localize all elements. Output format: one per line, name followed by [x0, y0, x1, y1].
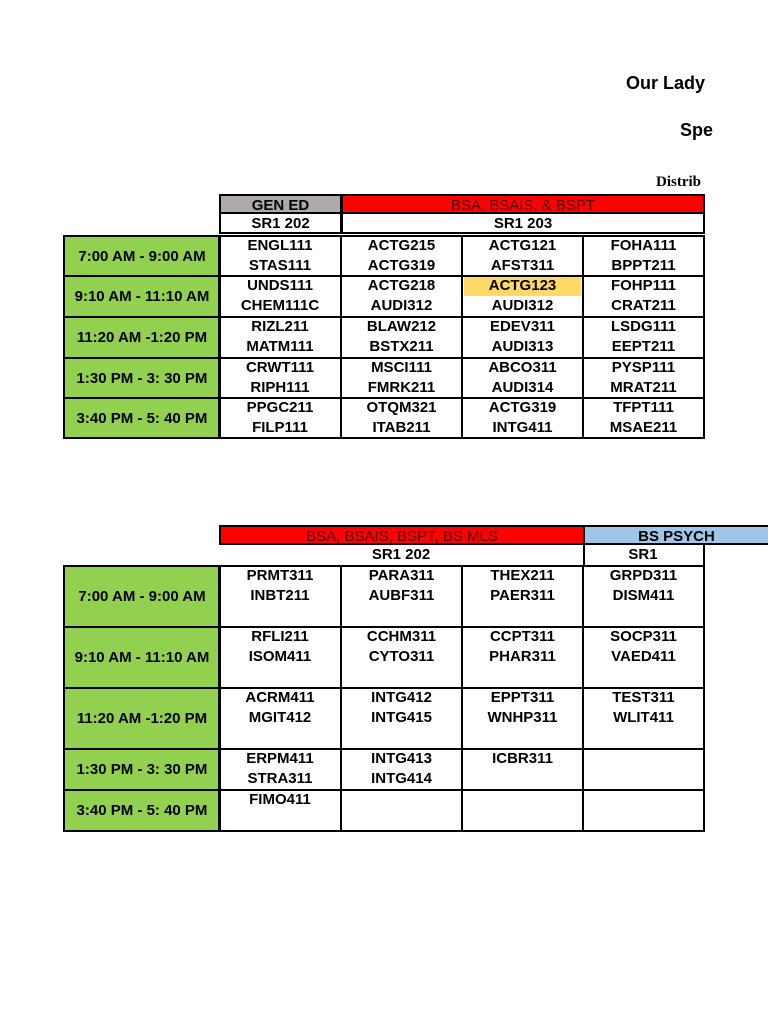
- grid-line: [582, 565, 584, 831]
- course-cell: [583, 749, 704, 789]
- page-subtitle: Spe: [680, 120, 714, 140]
- course-cell: [583, 688, 704, 748]
- course-code: AUBF311: [368, 587, 435, 604]
- course-cell: [219, 317, 341, 357]
- course-code: MSAE211: [609, 419, 678, 436]
- course-code: ABCO311: [488, 359, 557, 376]
- course-cell: [462, 566, 583, 626]
- course-code: FIMO411: [249, 791, 311, 808]
- grid-line: [340, 565, 342, 831]
- course-code: AFST311: [490, 257, 555, 274]
- course-cell: [219, 358, 341, 397]
- course-code: BPPT211: [611, 257, 676, 274]
- course-cell: [341, 317, 462, 357]
- course-cell: [219, 398, 341, 437]
- course-cell: [583, 276, 704, 316]
- course-code: RIZL211: [251, 318, 309, 335]
- course-code: OTQM321: [366, 399, 437, 416]
- course-code: WLIT411: [613, 709, 674, 726]
- grid-line: [218, 565, 220, 831]
- course-code: CCHM311: [366, 628, 437, 645]
- course-cell: [341, 790, 462, 830]
- course-code: CCPT311: [489, 628, 556, 645]
- course-cell: [219, 749, 341, 789]
- course-code: AUDI314: [491, 379, 554, 396]
- course-code: EPPT311: [490, 689, 555, 706]
- course-code: THEX211: [490, 567, 555, 584]
- grid-line: [218, 235, 220, 438]
- time-slot: 1:30 PM - 3: 30 PM: [63, 748, 221, 791]
- course-code: PAER311: [490, 587, 555, 604]
- course-code: MSCI111: [371, 359, 432, 376]
- grid-line: [703, 565, 705, 831]
- course-code: STRA311: [247, 770, 313, 787]
- course-code: ISOM411: [248, 648, 312, 665]
- course-code: ACTG319: [488, 399, 557, 416]
- course-code: BSTX211: [369, 338, 434, 355]
- grid-line: [219, 275, 705, 277]
- course-cell: [462, 688, 583, 748]
- course-code: ACTG218: [367, 277, 436, 294]
- course-cell: [462, 358, 583, 397]
- course-cell: [219, 276, 341, 316]
- group-header-bsa: BSA, BSAIS, & BSPT: [341, 194, 705, 214]
- grid-line: [219, 357, 705, 359]
- course-cell: [583, 790, 704, 830]
- course-code: AUDI313: [491, 338, 554, 355]
- page-caption: Distrib: [656, 174, 701, 190]
- course-code: GRPD311: [609, 567, 678, 584]
- course-cell: [462, 790, 583, 830]
- course-code: AUDI312: [370, 297, 433, 314]
- course-cell: [219, 236, 341, 275]
- course-cell: [583, 358, 704, 397]
- page-title: Our Lady: [626, 73, 706, 93]
- course-cell: [462, 627, 583, 687]
- course-code: EEPT211: [611, 338, 676, 355]
- course-code: CYTO311: [368, 648, 435, 665]
- grid-line: [340, 235, 342, 438]
- course-code: PRMT311: [246, 567, 314, 584]
- group-header-bsa-mls: BSA, BSAIS, BSPT, BS MLS: [219, 525, 585, 545]
- course-code: INTG413: [371, 750, 432, 767]
- grid-line: [219, 437, 705, 439]
- room-label-bsa-mls: SR1 202: [219, 545, 585, 565]
- course-cell: [341, 688, 462, 748]
- course-code: ACTG319: [367, 257, 436, 274]
- course-code: EDEV311: [489, 318, 556, 335]
- course-code: CRAT211: [611, 297, 676, 314]
- course-cell: [219, 790, 341, 830]
- room-label-gened: SR1 202: [219, 214, 342, 234]
- time-slot: 3:40 PM - 5: 40 PM: [63, 789, 221, 832]
- course-code: AUDI312: [491, 297, 554, 314]
- grid-line: [461, 565, 463, 831]
- course-cell: [462, 276, 583, 316]
- course-code: UNDS111: [247, 277, 313, 294]
- course-code: PHAR311: [489, 648, 556, 665]
- course-cell: [341, 566, 462, 626]
- course-code: ACTG123: [464, 276, 581, 296]
- course-code: ACRM411: [245, 689, 315, 706]
- time-slot: 9:10 AM - 11:10 AM: [63, 626, 221, 689]
- course-code: VAED411: [611, 648, 676, 665]
- course-code: MATM111: [246, 338, 314, 355]
- course-code: PPGC211: [246, 399, 314, 416]
- grid-line: [703, 235, 705, 438]
- course-code: ACTG215: [367, 237, 436, 254]
- course-cell: [341, 276, 462, 316]
- course-cell: [583, 236, 704, 275]
- course-code: SOCP311: [610, 628, 677, 645]
- grid-line: [219, 687, 705, 689]
- course-code: FOHA111: [610, 237, 677, 254]
- course-code: INTG411: [492, 419, 553, 436]
- grid-line: [219, 397, 705, 399]
- course-code: BLAW212: [366, 318, 437, 335]
- time-slot: 9:10 AM - 11:10 AM: [63, 275, 221, 318]
- time-slot: 11:20 AM -1:20 PM: [63, 316, 221, 359]
- course-code: ERPM411: [246, 750, 314, 767]
- course-cell: [462, 236, 583, 275]
- course-code: ICBR311: [492, 750, 553, 767]
- course-code: WNHP311: [487, 709, 558, 726]
- course-cell: [462, 317, 583, 357]
- grid-line: [219, 626, 705, 628]
- time-slot: 11:20 AM -1:20 PM: [63, 687, 221, 750]
- course-code: TEST311: [612, 689, 675, 706]
- grid-line: [219, 316, 705, 318]
- course-cell: [341, 398, 462, 437]
- course-cell: [341, 749, 462, 789]
- grid-line: [219, 830, 705, 832]
- course-cell: [462, 749, 583, 789]
- course-cell: [583, 566, 704, 626]
- time-slot: 3:40 PM - 5: 40 PM: [63, 397, 221, 439]
- time-slot: 7:00 AM - 9:00 AM: [63, 565, 221, 628]
- course-cell: [583, 398, 704, 437]
- course-cell: [583, 627, 704, 687]
- course-code: FMRK211: [367, 379, 436, 396]
- course-code: DISM411: [612, 587, 675, 604]
- time-slot: 7:00 AM - 9:00 AM: [63, 235, 221, 277]
- course-code: INBT211: [250, 587, 310, 604]
- course-code: RIPH111: [250, 379, 310, 396]
- course-cell: [462, 398, 583, 437]
- course-code: CRWT111: [245, 359, 315, 376]
- room-label-bs-psych: SR1: [583, 545, 705, 565]
- grid-line: [582, 235, 584, 438]
- course-code: MGIT412: [248, 709, 312, 726]
- course-cell: [219, 688, 341, 748]
- course-cell: [583, 317, 704, 357]
- course-code: LSDG111: [610, 318, 677, 335]
- course-code: ENGL111: [247, 237, 313, 254]
- course-code: PYSP111: [611, 359, 676, 376]
- course-cell: [341, 627, 462, 687]
- course-code: RFLI211: [251, 628, 309, 645]
- course-cell: [341, 236, 462, 275]
- room-label-bsa: SR1 203: [341, 214, 705, 234]
- course-code: STAS111: [248, 257, 312, 274]
- course-code: FOHP111: [610, 277, 677, 294]
- grid-line: [219, 789, 705, 791]
- course-code: ITAB211: [372, 419, 431, 436]
- group-header-gened: GEN ED: [219, 194, 342, 214]
- grid-line: [461, 235, 463, 438]
- course-code: INTG414: [371, 770, 432, 787]
- grid-line: [219, 235, 705, 237]
- course-cell: [219, 566, 341, 626]
- grid-line: [219, 565, 705, 567]
- course-code: INTG412: [371, 689, 432, 706]
- course-code: ACTG121: [488, 237, 557, 254]
- course-cell: [341, 358, 462, 397]
- course-code: MRAT211: [610, 379, 677, 396]
- course-cell: [219, 627, 341, 687]
- course-code: FILP111: [252, 419, 308, 436]
- course-code: PARA311: [368, 567, 435, 584]
- group-header-bs-psych: BS PSYCH: [583, 525, 768, 545]
- time-slot: 1:30 PM - 3: 30 PM: [63, 357, 221, 399]
- grid-line: [219, 748, 705, 750]
- course-code: TFPT111: [613, 399, 674, 416]
- course-code: CHEM111C: [240, 297, 320, 314]
- course-code: INTG415: [371, 709, 432, 726]
